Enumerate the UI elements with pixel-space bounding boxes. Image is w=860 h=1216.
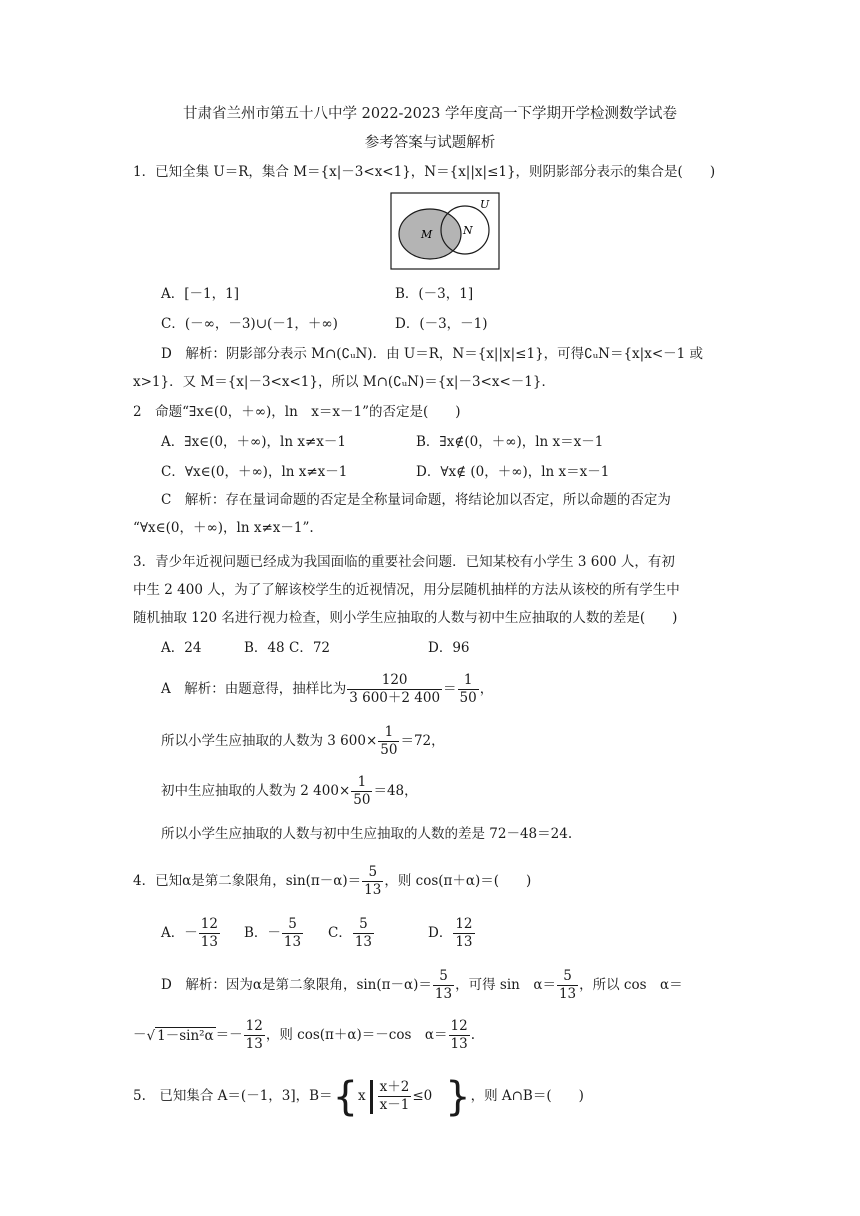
q4-stem-fraction: $\frac{5}{13}$ [364, 864, 382, 898]
q3-stem-line2: 中生 2 400 人，为了了解该校学生的近视情况，用分层随机抽样的方法从该校的所有学生中 [133, 582, 680, 598]
q3-solution-line2: 所以小学生应抽取的人数为 3 600× $\frac{1}{50}$ ＝72， [161, 724, 445, 758]
venn-label-u: U [480, 198, 490, 211]
venn-diagram [390, 192, 500, 270]
q4-stem: 4．已知α是第二象限角，sin(π－α)＝ $\frac{5}{13}$ ，则 cos(π＋α)＝( ) [133, 864, 532, 898]
q4-solution-line1: D 解析：因为α是第二象限角，sin(π－α)＝ $\frac{5}{13}$ ，可得 sin α＝ $\frac{5}{13}$ ，所以 cos α＝ [161, 968, 683, 1002]
q2-option-b: B．∃x∉(0，＋∞)，ln x＝x－1 [416, 434, 604, 450]
venn-label-n: N [463, 224, 473, 237]
set-condition-fraction: $\frac{x+2}{x-1}$ [379, 1079, 410, 1113]
q1-stem: 1．已知全集 U＝R，集合 M＝{x|－3<x<1}，N＝{x||x|≤1}，则阴影部分表示的集合是( ) [133, 164, 716, 180]
q3-stem-line1: 3．青少年近视问题已经成为我国面临的重要社会问题．已知某校有小学生 3 600 人，有初 [133, 554, 675, 570]
venn-label-m: M [421, 228, 433, 241]
q3-option-c: C．72 [289, 640, 331, 656]
q1-solution-line2: x>1}．又 M＝{x|－3<x<1}，所以 M∩(∁ᵤN)＝{x|－3<x<－1}． [133, 374, 555, 390]
q4-solution-line2: －√ 1－sin²α ＝－ $\frac{12}{13}$ ，则 cos(π＋α)＝－cos α＝ $\frac{12}{13}$ . [133, 1018, 476, 1052]
set-variable: x [358, 1088, 366, 1104]
q2-solution-line1: C 解析：存在量词命题的否定是全称量词命题，将结论加以否定，所以命题的否定为 [161, 492, 671, 508]
q2-option-a: A．∃x∈(0，＋∞)，ln x≠x－1 [161, 434, 346, 450]
q2-option-c: C．∀x∈(0，＋∞)，ln x≠x－1 [161, 464, 348, 480]
q3-sampling-ratio-fraction: $\frac{120}{3 600+2 400}$ [349, 672, 441, 706]
q4-option-b: B．－ $\frac{5}{13}$ [244, 916, 302, 950]
q3-option-b: B．48 [244, 640, 285, 656]
q3-solution-line1: A 解析：由题意得，抽样比为 $\frac{120}{3 600+2 400}$ ＝ $\frac{1}{50}$ ， [161, 672, 494, 706]
q3-sol1-text: A 解析：由题意得，抽样比为 [161, 681, 347, 697]
doc-title: 甘肃省兰州市第五十八中学 2022-2023 学年度高一下学期开学检测数学试卷 [183, 106, 677, 122]
q4-option-a: A．－ $\frac{12}{13}$ [161, 916, 218, 950]
q2-solution-line2: “∀x∈(0，＋∞)，ln x≠x－1”. [133, 520, 314, 536]
q3-fraction-middle: $\frac{1}{50}$ [353, 774, 371, 808]
q3-fraction-primary: $\frac{1}{50}$ [380, 724, 398, 758]
sqrt-expression: √ 1－sin²α [146, 1027, 214, 1044]
q4-option-c: C． $\frac{5}{13}$ [328, 916, 373, 950]
q2-option-d: D．∀x∉ (0，＋∞)，ln x＝x－1 [416, 464, 610, 480]
set-left-brace: { [332, 1073, 359, 1120]
doc-subtitle: 参考答案与试题解析 [364, 135, 496, 151]
set-right-brace: } [445, 1073, 471, 1120]
q3-solution-line4: 所以小学生应抽取的人数与初中生应抽取的人数的差是 72－48＝24. [161, 826, 573, 842]
q1-solution-line1: D 解析：阴影部分表示 M∩(∁ᵤN)．由 U＝R，N＝{x||x|≤1}，可得∁ᵤN＝{x|x<－1 或 [161, 346, 704, 362]
q1-option-a: A．[－1，1] [161, 286, 239, 302]
set-builder-bar [370, 1080, 373, 1114]
q1-option-b: B．(－3，1] [395, 286, 474, 302]
q2-stem: 2 命题“∃x∈(0，＋∞)，ln x＝x－1”的否定是( ) [133, 404, 461, 420]
q4-option-d: D． $\frac{12}{13}$ [428, 916, 473, 950]
q1-option-c: C．(－∞，－3)∪(－1，＋∞) [161, 316, 338, 332]
q1-option-d: D．(－3，－1) [395, 316, 488, 332]
q3-solution-line3: 初中生应抽取的人数为 2 400× $\frac{1}{50}$ ＝48， [161, 774, 418, 808]
q5-stem: 5. 已知集合 A＝(－1，3]，B＝{x $\frac{x+2}{x-1}$ ≤0 }，则 A∩B＝( ) [133, 1073, 584, 1120]
q3-stem-line3: 随机抽取 120 名进行视力检查，则小学生应抽取的人数与初中生应抽取的人数的差是( ) [133, 610, 678, 626]
q3-option-a: A．24 [161, 640, 202, 656]
q3-one-fiftieth: $\frac{1}{50}$ [459, 672, 477, 706]
q3-option-d: D．96 [428, 640, 470, 656]
